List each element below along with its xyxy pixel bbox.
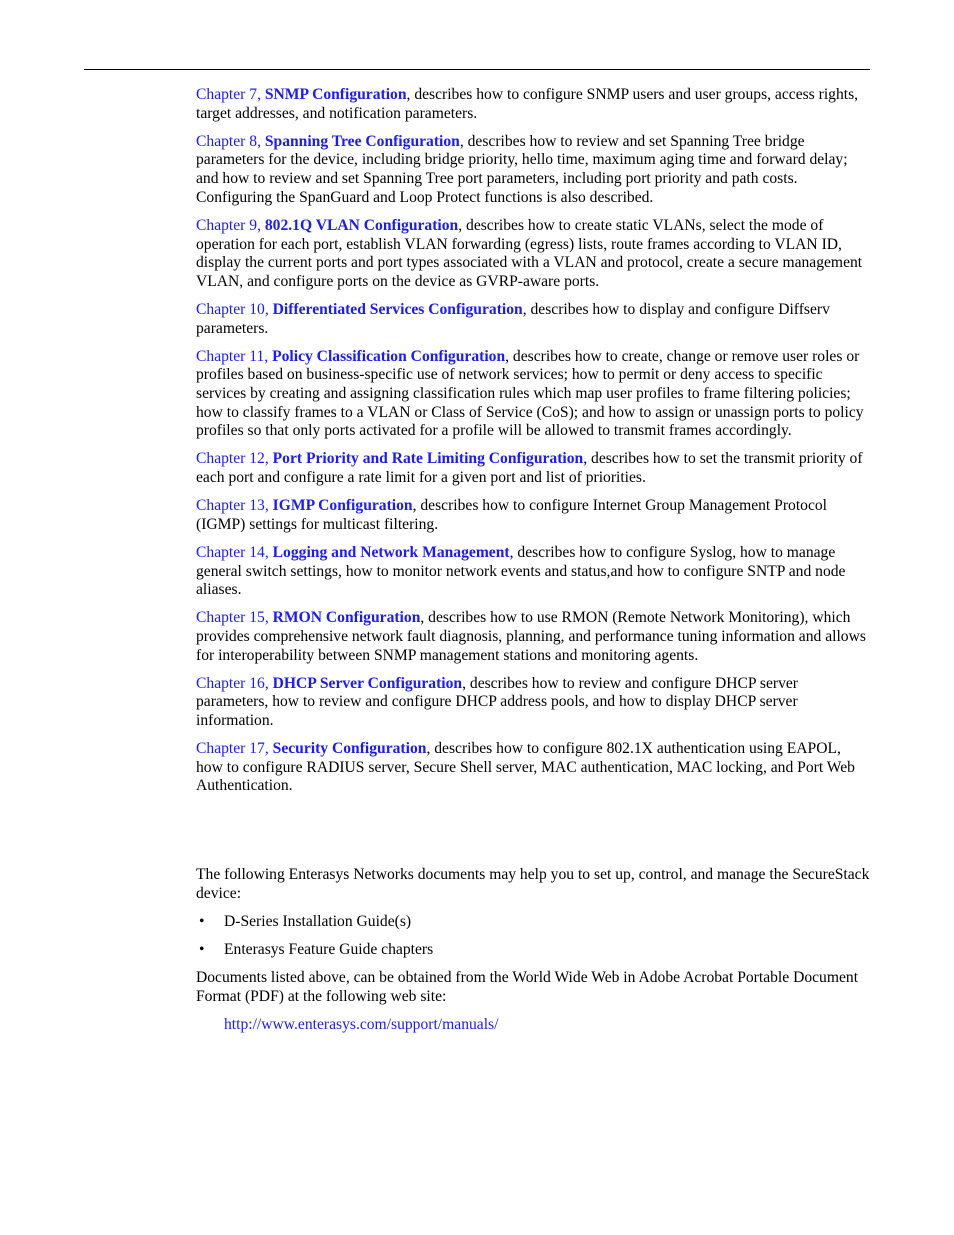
page-content (196, 86, 870, 1034)
chapter-description: , describes how to create, change or remove user roles or profiles based on business-specific use of network services; how to permit or deny access to specific services by creating and assigning classification rules which map user profiles to frame filtering policies; how to classify frames to a VLAN or Class of Service (CoS); and how to assign or unassign ports to policy profiles so that only ports activated for a profile will be allowed to transmit frames accordingly. (196, 347, 864, 440)
chapter-description: , describes how to create static VLANs, select the mode of operation for each port, establish VLAN forwarding (egress) lists, route frames according to VLAN ID, display the current ports and port types associated with a VLAN and protocol, create a secure management VLAN, and configure ports on the device as GVRP-aware ports. (196, 216, 863, 290)
bullet-icon: • (199, 912, 205, 930)
chapter-ref-link[interactable]: Chapter 16 (196, 674, 265, 692)
related-docs-intro: The following Enterasys Networks documents may help you to set up, control, and manage the SecureStack device: (196, 866, 870, 902)
chapter-title-link[interactable]: DHCP Server Configuration (272, 674, 463, 692)
chapter-entry: Chapter 17, Security Configuration, describes how to configure 802.1X authentication using EAPOL, how to configure RADIUS server, Secure Shell server, MAC authentication, MAC locking, and Port Web Authentication. (196, 740, 855, 795)
list-item (196, 941, 870, 960)
chapter-entry: Chapter 11, Policy Classification Configuration, describes how to create, change or remove user roles or profiles based on business-specific use of network services; how to permit or deny access to specific services by creating and assigning classification rules which map user profiles to frame filtering policies; how to classify frames to a VLAN or Class of Service (CoS); and how to assign or unassign ports to policy profiles so that only ports activated for a profile will be allowed to transmit frames accordingly. (196, 347, 864, 440)
chapter-entry: Chapter 8, Spanning Tree Configuration, describes how to review and set Spanning Tree bridge parameters for the device, including bridge priority, hello time, maximum aging time and forward delay; and how to review and set Spanning Tree port parameters, including port priority and path costs. Configuring the SpanGuard and Loop Protect functions is also described. (196, 132, 848, 206)
chapter-title-link[interactable]: 802.1Q VLAN Configuration (264, 216, 459, 234)
list-item-text: Enterasys Feature Guide chapters (224, 940, 434, 958)
chapter-title-link[interactable]: Spanning Tree Configuration (264, 132, 460, 150)
chapter-entry: Chapter 14, Logging and Network Management, describes how to configure Syslog, how to manage general switch settings, how to monitor network events and status,and how to configure SNTP and node aliases. (196, 543, 846, 599)
chapter-entry: Chapter 10, Differentiated Services Configuration, describes how to display and configure Diffserv parameters. (196, 300, 830, 337)
chapter-entry: Chapter 16, DHCP Server Configuration, describes how to review and configure DHCP server parameters, how to review and configure DHCP address pools, and how to display DHCP server information. (196, 674, 798, 730)
list-item (196, 913, 870, 932)
chapter-description: , describes how to review and configure DHCP server parameters, how to review and configure DHCP address pools, and how to display DHCP server information. (196, 674, 798, 730)
chapter-title-link[interactable]: Differentiated Services Configuration (272, 300, 523, 318)
chapter-ref-link[interactable]: Chapter 13 (196, 497, 265, 515)
chapter-ref-link[interactable]: Chapter 10 (196, 300, 265, 318)
chapter-description: , describes how to configure Syslog, how to manage general switch settings, how to monitor network events and status,and how to configure SNTP and node aliases. (196, 543, 846, 599)
chapter-entry: Chapter 12, Port Priority and Rate Limiting Configuration, describes how to set the transmit priority of each port and configure a rate limit for a given port and list of priorities. (196, 450, 863, 487)
chapter-description: , describes how to review and set Spanning Tree bridge parameters for the device, including bridge priority, hello time, maximum aging time and forward delay; and how to review and set Spanning Tree port parameters, including port priority and path costs. Configuring the SpanGuard and Loop Protect functions is also described. (196, 132, 848, 206)
chapter-title-link[interactable]: Logging and Network Management (272, 543, 510, 561)
chapter-description: , describes how to display and configure Diffserv parameters. (196, 300, 830, 337)
chapter-description: , describes how to configure SNMP users and user groups, access rights, target addresses, and notification parameters. (196, 86, 859, 122)
chapter-entry: Chapter 15, RMON Configuration, describes how to use RMON (Remote Network Monitoring), which provides comprehensive network fault diagnosis, planning, and performance tuning information and allows for interoperability between SNMP management stations and monitoring agents. (196, 609, 866, 664)
chapter-entry: Chapter 7, SNMP Configuration, describes how to configure SNMP users and user groups, access rights, target addresses, and notification parameters. (196, 86, 859, 122)
chapter-ref-link[interactable]: Chapter 12 (196, 450, 265, 468)
chapter-description: , describes how to configure 802.1X authentication using EAPOL, how to configure RADIUS server, Secure Shell server, MAC authentication, MAC locking, and Port Web Authentication. (196, 740, 855, 795)
docs-availability-text: Documents listed above, can be obtained from the World Wide Web in Adobe Acrobat Portable Document Format (PDF) at the following web site: (196, 968, 859, 1005)
chapter-ref-link[interactable]: Chapter 11 (196, 347, 265, 365)
related-docs-list (196, 913, 870, 960)
chapter-ref-link[interactable]: Chapter 7 (196, 86, 258, 103)
bullet-icon: • (199, 940, 205, 958)
chapter-title-link[interactable]: Port Priority and Rate Limiting Configuration (272, 450, 584, 468)
chapter-ref-link[interactable]: Chapter 15 (196, 609, 265, 627)
chapter-description: , describes how to configure Internet Group Management Protocol (IGMP) settings for multicast filtering. (196, 497, 827, 533)
manuals-url-link[interactable]: http://www.enterasys.com/support/manuals/ (224, 1015, 499, 1033)
url-line (196, 1016, 870, 1035)
chapter-description: , describes how to set the transmit priority of each port and configure a rate limit for a given port and list of priorities. (196, 450, 863, 487)
chapter-title-link[interactable]: Policy Classification Configuration (272, 347, 506, 365)
header-rule (84, 69, 870, 70)
chapter-ref-link[interactable]: Chapter 8 (196, 132, 258, 150)
chapter-entry: Chapter 9, 802.1Q VLAN Configuration, describes how to create static VLANs, select the mode of operation for each port, establish VLAN forwarding (egress) lists, route frames according to VLAN ID, display the current ports and port types associated with a VLAN and protocol, create a secure management VLAN, and configure ports on the device as GVRP-aware ports. (196, 216, 863, 290)
chapter-title-link[interactable]: IGMP Configuration (272, 497, 413, 515)
list-item-text: D-Series Installation Guide(s) (224, 912, 412, 930)
chapter-title-link[interactable]: Security Configuration (272, 740, 427, 758)
chapter-ref-link[interactable]: Chapter 9 (196, 216, 258, 234)
chapter-ref-link[interactable]: Chapter 17 (196, 740, 265, 758)
chapter-description: , describes how to use RMON (Remote Network Monitoring), which provides comprehensive network fault diagnosis, planning, and performance tuning information and allows for interoperability between SNMP management stations and monitoring agents. (196, 609, 866, 664)
chapter-entry: Chapter 13, IGMP Configuration, describes how to configure Internet Group Management Protocol (IGMP) settings for multicast filtering. (196, 497, 827, 533)
chapter-title-link[interactable]: SNMP Configuration (264, 86, 407, 103)
chapter-ref-link[interactable]: Chapter 14 (196, 543, 265, 561)
chapter-title-link[interactable]: RMON Configuration (272, 609, 421, 627)
